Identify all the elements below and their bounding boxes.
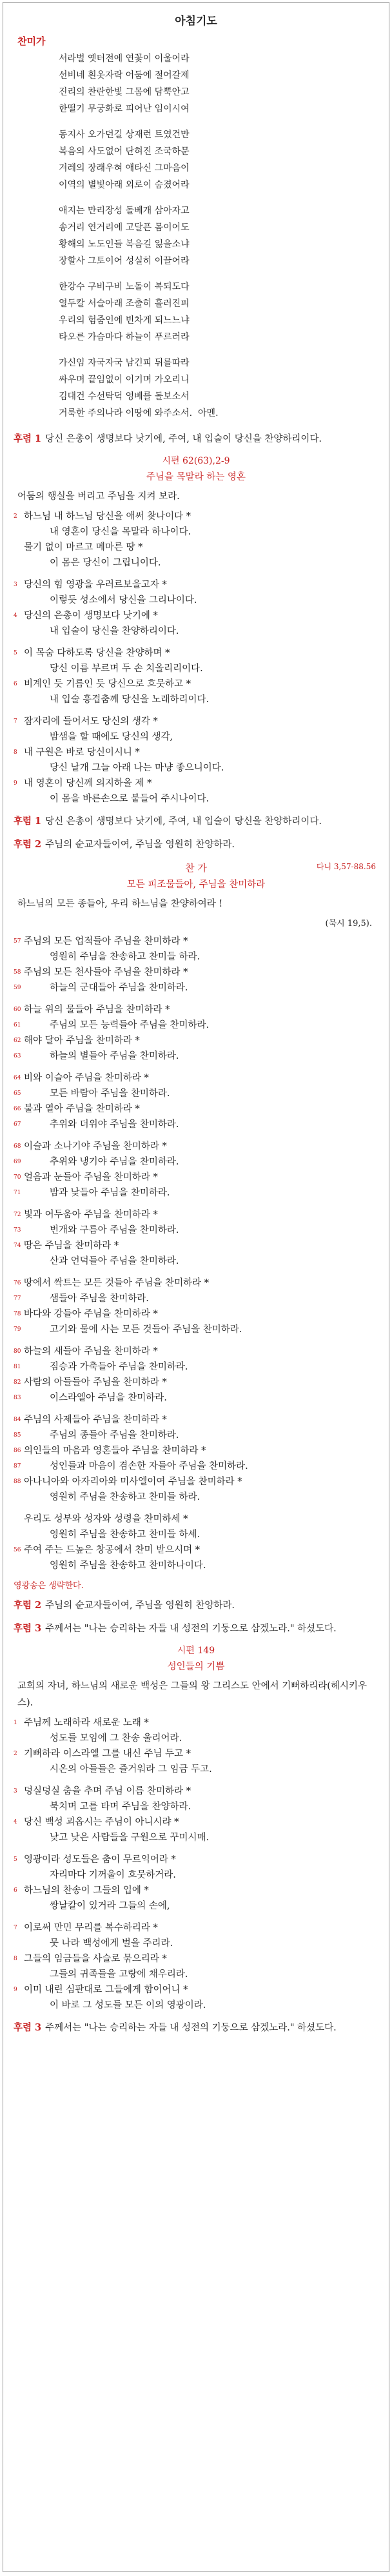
verse-number: 8 [14, 749, 17, 756]
doxology-note: 영광송은 생략한다. [14, 1581, 84, 1591]
hymn-line: 김대건 수선탁덕 영베를 돌보소서 [59, 391, 190, 402]
hymn-line: 열두칼 서슬아래 조출히 흘러진피 [59, 299, 190, 309]
antiphon-3 [14, 1620, 378, 1637]
verse-text: 밤샘을 할 때에도 당신의 생각, [50, 732, 173, 742]
verse-gap [14, 996, 378, 1002]
hymn-line: 이역의 별빛아래 외로이 숨졌어라 [59, 180, 190, 190]
verse-number: 76 [14, 1280, 21, 1286]
hymn-stanza [59, 50, 378, 117]
verse-line [14, 1254, 378, 1269]
verse-line [14, 949, 378, 965]
verse-text: 이 바로 그 성도들 모든 이의 영광이라. [50, 2000, 206, 2011]
verse-line [14, 1207, 378, 1223]
verse-text: 성도들 모임에 그 찬송 울리어라. [50, 1733, 182, 1744]
verse-number: 78 [14, 1311, 21, 1317]
verse-number: 64 [14, 1075, 21, 1081]
verse-text: 기뻐하라 이스라엘 그를 내신 주님 두고 * [24, 1749, 191, 1759]
antiphon-1-repeat [14, 813, 378, 830]
verse-line [14, 1542, 378, 1558]
verse-line [14, 745, 378, 760]
antiphon-label: 후렴 1 [14, 433, 42, 444]
verse-gap [14, 1505, 378, 1511]
verse-text: 덩실덩실 춤을 추며 주님 이름 찬미하라 * [24, 1786, 191, 1796]
antiphon-text: 당신 은총이 생명보다 낫기에, 주여, 내 입술이 당신을 찬양하리이다. [45, 434, 322, 444]
verse-line [14, 1238, 378, 1254]
verse-text: 번개와 구름아 주님을 찬미하라. [50, 1225, 179, 1235]
verse-number: 4 [14, 1819, 17, 1825]
verse-line [14, 1746, 378, 1762]
verse-line [14, 934, 378, 949]
verse-text: 잠자리에 들어서도 당신의 생각 * [24, 716, 158, 727]
verse-gap [14, 1132, 378, 1139]
psalm-ref: 시편 62(63),2-9 [162, 456, 230, 466]
psalm149-intro: 교회의 자녀, 하느님의 새로운 백성은 그들의 왕 그리스도 안에서 기뻐하리라(헤시키우스). [17, 1681, 367, 1708]
verse-text: 얼음과 눈들아 주님을 찬미하라 * [24, 1172, 158, 1183]
verse-number: 6 [14, 1887, 17, 1894]
verse-text: 주님의 모든 천사들아 주님을 찬미하라 * [24, 967, 188, 978]
verse-text: 영원히 주님을 찬송하고 찬미들 하라. [50, 952, 201, 962]
psalm-verses [14, 509, 378, 807]
hymn-line: 가신임 자국자국 남긴피 뒤를따라 [59, 358, 190, 368]
verse-line [14, 593, 378, 608]
verse-line [14, 1784, 378, 1799]
verse-line [14, 1291, 378, 1306]
verse-gap [14, 1406, 378, 1412]
hymn-line: 서라벌 옛터전에 연꽃이 이울어라 [59, 54, 190, 64]
verse-line [14, 1936, 378, 1951]
verse-text: 주님께 노래하라 새로운 노래 * [24, 1718, 149, 1728]
verse-gap [14, 1337, 378, 1344]
verse-gap [14, 1064, 378, 1070]
antiphon-text: 주께서는 "나는 승리하는 자들 내 성전의 기둥으로 삼겠노라." 하셨도다. [45, 2023, 337, 2033]
verse-number: 61 [14, 1022, 21, 1028]
verse-text: 우리도 성부와 성자와 성령을 찬미하세 * [24, 1514, 188, 1524]
verse-line [14, 1170, 378, 1185]
antiphon-3-repeat [14, 2020, 378, 2036]
antiphon-1 [14, 431, 378, 447]
verse-text: 땅에서 싹트는 모든 것들아 주님을 찬미하라 * [24, 1278, 210, 1288]
verse-number: 81 [14, 1364, 21, 1370]
verse-text: 낮고 낮은 사람들을 구원으로 꾸미시매. [50, 1833, 210, 1843]
antiphon-text: 주께서는 "나는 승리하는 자들 내 성전의 기둥으로 삼겠노라." 하셨도다. [45, 1624, 337, 1634]
verse-line [14, 608, 378, 624]
verse-text: 내 입술이 당신을 찬양하리이다. [50, 626, 179, 636]
psalm149-title: 성인들의 기쁨 [167, 1662, 225, 1672]
antiphon-label: 후렴 2 [14, 839, 42, 850]
verse-gap [14, 1914, 378, 1920]
page-title: 아침기도 [175, 15, 217, 28]
verse-line [14, 1390, 378, 1406]
verse-line [14, 965, 378, 980]
canticle-label: 찬 가 [185, 862, 207, 874]
canticle-heading [14, 861, 378, 874]
antiphon-2-repeat [14, 1597, 378, 1614]
verse-line [14, 760, 378, 776]
verse-number: 59 [14, 985, 21, 991]
verse-text: 그들의 임금들을 사슬로 묶으리라 * [24, 1954, 167, 1964]
hymn-line: 복음의 사도없어 단혀진 조국하문 [59, 146, 190, 157]
hymn-line: 선비네 흰옷자락 어둠에 절어갈제 [59, 70, 190, 81]
antiphon-label: 후렴 1 [14, 816, 42, 827]
hymn-stanzas [14, 50, 378, 422]
hymn-stanza [59, 355, 378, 422]
verse-text: 샘들아 주님을 찬미하라. [50, 1293, 149, 1304]
psalm-title: 주님을 목말라 하는 영혼 [146, 472, 246, 482]
verse-number: 73 [14, 1227, 21, 1234]
verse-line [14, 540, 378, 555]
verse-line [14, 624, 378, 639]
verse-text: 그들의 귀족들을 고랑에 채우리라. [50, 1969, 188, 1980]
verse-line [14, 577, 378, 593]
verse-text: 이로써 만민 무리를 복수하리라 * [24, 1923, 158, 1933]
verse-line [14, 1830, 378, 1845]
verse-text: 아나니아와 아자리아와 미사엘이여 주님을 찬미하라 * [24, 1477, 242, 1487]
verse-number: 4 [14, 613, 17, 619]
verse-number: 80 [14, 1348, 21, 1355]
verse-number: 85 [14, 1432, 21, 1439]
verse-line [14, 661, 378, 676]
verse-text: 영광이라 성도들은 춤이 무르익어라 * [24, 1854, 176, 1865]
verse-number: 84 [14, 1417, 21, 1423]
hymn-line: 동지사 오가던길 상재런 트였건만 [59, 130, 190, 140]
verse-text: 당신 이름 부르며 두 손 치올리리이다. [50, 664, 203, 674]
verse-text: 이스라엘아 주님을 찬미하라. [50, 1393, 167, 1403]
verse-number: 56 [14, 1547, 21, 1553]
verse-number: 6 [14, 681, 17, 687]
verse-text: 해야 달아 주님을 찬미하라 * [24, 1036, 140, 1046]
verse-line [14, 1375, 378, 1390]
verse-text: 영원히 주님을 찬송하고 찬미들 하세. [50, 1529, 201, 1540]
canticle-ref: 다니 3,57-88.56 [316, 862, 376, 871]
verse-number: 71 [14, 1190, 21, 1196]
hymn-stanza [59, 202, 378, 270]
verse-line [14, 1558, 378, 1573]
antiphon-label: 후렴 3 [14, 2022, 42, 2033]
verse-line [14, 1490, 378, 1505]
verse-line [14, 1511, 378, 1527]
verse-line [14, 1086, 378, 1101]
antiphon-text: 주님의 순교자들이여, 주님을 영원히 찬양하라. [45, 840, 235, 850]
verse-line [14, 729, 378, 745]
hymn-line: 타오른 가슴마다 하늘이 푸르러라 [59, 332, 190, 342]
verse-line [14, 1322, 378, 1337]
verse-line [14, 555, 378, 571]
hymn-line: 거룩한 주의나라 이땅에 와주소서. 아멘. [59, 408, 219, 418]
verse-number: 74 [14, 1243, 21, 1249]
verse-gap [14, 1269, 378, 1275]
verse-text: 추위와 더위야 주님을 찬미하라. [50, 1119, 179, 1130]
verse-number: 87 [14, 1463, 21, 1470]
verse-number: 63 [14, 1053, 21, 1059]
verse-line [14, 1428, 378, 1443]
verse-line [14, 714, 378, 729]
verse-text: 주님의 모든 업적들아 주님을 찬미하라 * [24, 936, 188, 947]
verse-text: 모든 바람아 주님을 찬미하라. [50, 1088, 170, 1099]
verse-line [14, 1715, 378, 1731]
verse-number: 57 [14, 938, 21, 945]
antiphon-label: 후렴 2 [14, 1600, 42, 1611]
verse-line [14, 1459, 378, 1474]
verse-number: 67 [14, 1121, 21, 1128]
verse-line [14, 1344, 378, 1359]
verse-text: 하느님의 찬송이 그들의 입에 * [24, 1885, 149, 1896]
verse-number: 2 [14, 513, 17, 520]
verse-text: 당신 백성 괴옵시는 주님이 아니시랴 * [24, 1817, 179, 1827]
verse-number: 7 [14, 718, 17, 725]
psalm-intro: 어둠의 행실을 버리고 주님을 지켜 보라. [17, 491, 180, 502]
verse-gap [14, 571, 378, 577]
verse-number: 7 [14, 1925, 17, 1931]
verse-line [14, 1731, 378, 1746]
verse-line [14, 776, 378, 791]
verse-text: 이슬과 소나기야 주님을 찬미하라 * [24, 1141, 167, 1152]
psalm149-ref: 시편 149 [177, 1646, 215, 1656]
verse-number: 9 [14, 1987, 17, 1993]
hymn-stanza [59, 279, 378, 346]
verse-text: 내 입술 흥겹춤께 당신을 노래하리이다. [50, 694, 210, 705]
verse-number: 83 [14, 1395, 21, 1401]
verse-number: 70 [14, 1174, 21, 1181]
verse-number: 68 [14, 1143, 21, 1150]
verse-text: 하늘의 새들아 주님을 찬미하라 * [24, 1346, 158, 1357]
verse-line [14, 1185, 378, 1201]
hymn-line: 장할사 그토이어 성실히 이끌어라 [59, 256, 190, 266]
verse-line [14, 1867, 378, 1883]
verse-number: 62 [14, 1037, 21, 1044]
verse-text: 물기 없이 마르고 메마른 땅 * [24, 542, 143, 553]
verse-number: 60 [14, 1007, 21, 1013]
verse-text: 하느님 내 하느님 당신을 애써 찾나이다 * [24, 511, 191, 522]
verse-text: 이 몸을 바른손으로 붙들어 주시나이다. [50, 794, 210, 804]
verse-text: 영원히 주님을 찬송하고 찬미하나이다. [50, 1560, 206, 1571]
verse-gap [14, 1777, 378, 1784]
verse-number: 3 [14, 1788, 17, 1794]
verse-text: 당신의 은총이 생명보다 낫기에 * [24, 611, 158, 621]
verse-line [14, 1139, 378, 1154]
verse-line [14, 1223, 378, 1238]
verse-line [14, 1002, 378, 1018]
hymn-line: 진리의 찬란한빛 그몸에 담뿍안고 [59, 87, 190, 97]
verse-text: 내 구원은 바로 당신이시니 * [24, 747, 140, 758]
verse-line [14, 1474, 378, 1490]
verse-number: 77 [14, 1295, 21, 1302]
verse-text: 짐승과 가축들아 주님을 찬미하라. [50, 1362, 188, 1372]
verse-text: 사람의 아들들아 주님을 찬미하라 * [24, 1377, 167, 1388]
verse-text: 영원히 주님을 찬송하고 찬미들 하라. [50, 1492, 201, 1502]
verse-line [14, 1951, 378, 1967]
canticle-intro-ref: (묵시 19,5). [325, 919, 372, 929]
verse-number: 82 [14, 1379, 21, 1386]
hymn-name: 찬미가 [17, 35, 46, 47]
verse-line [14, 1443, 378, 1459]
prayer-page [3, 2, 389, 2572]
verse-number: 58 [14, 969, 21, 976]
verse-line [14, 1359, 378, 1375]
antiphon-text: 주님의 순교자들이여, 주님을 영원히 찬양하라. [45, 1600, 235, 1611]
verse-line [14, 1967, 378, 1982]
verse-text: 쌍날칼이 있거라 그들의 손에, [50, 1901, 170, 1911]
hymn-line: 송거리 연거리에 고달픈 몸이어도 [59, 222, 190, 233]
hymn-line: 애지는 만리장성 돌베개 삼아자고 [59, 206, 190, 216]
verse-number: 65 [14, 1090, 21, 1097]
verse-gap [14, 1201, 378, 1207]
verse-number: 86 [14, 1448, 21, 1454]
verse-text: 성인들과 마음이 겸손한 자들아 주님을 찬미하라. [50, 1461, 248, 1471]
verse-line [14, 1070, 378, 1086]
verse-text: 북치며 고를 타며 주님을 찬양하라. [50, 1802, 191, 1812]
canticle-title: 모든 피조물들아, 주님을 찬미하라 [126, 880, 266, 890]
verse-line [14, 676, 378, 692]
verse-text: 이미 내린 심판대로 그들에게 함이어니 * [24, 1985, 188, 1995]
verse-text: 이 목숨 다하도록 당신을 찬양하며 * [24, 648, 170, 658]
verse-text: 하늘의 별들아 주님을 찬미하라. [50, 1051, 179, 1061]
verse-number: 72 [14, 1212, 21, 1218]
verse-line [14, 692, 378, 707]
antiphon-2 [14, 836, 378, 853]
verse-text: 하늘의 군대들아 주님을 찬미하라. [50, 983, 188, 993]
verse-line [14, 1412, 378, 1428]
verse-text: 내 영혼이 당신께 의지하올 제 * [24, 778, 152, 789]
verse-text: 당신의 힘 영광을 우러르보을고자 * [24, 580, 167, 590]
verse-line [14, 1998, 378, 2013]
verse-number: 1 [14, 1720, 17, 1726]
verse-line [14, 1101, 378, 1117]
verse-text: 추위와 냉기야 주님을 찬미하라. [50, 1157, 179, 1167]
hymn-line: 황해의 노도인들 복음길 잃을소냐 [59, 239, 190, 250]
verse-text: 밤과 낮들아 주님을 찬미하라. [50, 1188, 170, 1198]
verse-number: 88 [14, 1479, 21, 1485]
verse-line [14, 980, 378, 996]
verse-text: 뭇 나라 백성에게 벌을 주리라. [50, 1938, 173, 1949]
verse-number: 69 [14, 1159, 21, 1165]
verse-number: 5 [14, 650, 17, 656]
verse-line [14, 1275, 378, 1291]
verse-text: 하늘 위의 물들아 주님을 찬미하라 * [24, 1005, 170, 1015]
verse-number: 9 [14, 780, 17, 787]
canticle-intro: 하느님의 모든 종들아, 우리 하느님을 찬양하여라 ! [17, 899, 223, 909]
verse-line [14, 1799, 378, 1814]
verse-line [14, 1018, 378, 1033]
hymn-stanza [59, 126, 378, 193]
verse-line [14, 1033, 378, 1048]
verse-text: 주여 주는 드높은 창공에서 찬미 받으시며 * [24, 1545, 201, 1555]
antiphon-label: 후렴 3 [14, 1623, 42, 1634]
verse-text: 주님의 사제들아 주님을 찬미하라 * [24, 1415, 167, 1425]
verse-line [14, 1048, 378, 1064]
verse-text: 불과 열아 주님을 찬미하라 * [24, 1104, 140, 1114]
verse-number: 2 [14, 1751, 17, 1757]
psalm149-verses [14, 1715, 378, 2013]
verse-text: 내 영혼이 당신을 목말라 하나이다. [50, 527, 191, 537]
verse-line [14, 1814, 378, 1830]
verse-text: 고기와 물에 사는 모든 것들아 주님을 찬미하라. [50, 1324, 242, 1335]
verse-text: 산과 언덕들아 주님을 찬미하라. [50, 1256, 179, 1266]
verse-line [14, 1898, 378, 1914]
verse-line [14, 645, 378, 661]
verse-line [14, 524, 378, 540]
verse-gap [14, 707, 378, 714]
verse-line [14, 1154, 378, 1170]
canticle-verses [14, 934, 378, 1573]
verse-text: 당신 날개 그늘 아래 나는 마냥 좋으니이다. [50, 763, 224, 773]
verse-text: 비계인 듯 기름인 듯 당신으로 흐뭇하고 * [24, 679, 191, 689]
hymn-line: 한강수 구비구비 노돌이 복되도다 [59, 282, 190, 292]
verse-gap [14, 639, 378, 645]
verse-text: 주님의 종들아 주님을 찬미하라. [50, 1430, 179, 1440]
verse-number: 8 [14, 1956, 17, 1962]
verse-line [14, 509, 378, 524]
hymn-line: 싸우며 끝임없이 이기며 가오리니 [59, 375, 190, 385]
hymn-line: 한떨기 무궁화로 피어난 임이시여 [59, 104, 190, 114]
verse-text: 이렇듯 성소에서 당신을 그리나이다. [50, 595, 197, 605]
verse-line [14, 1306, 378, 1322]
verse-text: 시온의 아들들은 즐거워라 그 임금 두고. [50, 1764, 212, 1775]
verse-number: 5 [14, 1856, 17, 1863]
antiphon-text: 당신 은총이 생명보다 낫기에, 주여, 내 입술이 당신을 찬양하리이다. [45, 816, 322, 827]
verse-line [14, 1117, 378, 1132]
verse-line [14, 1527, 378, 1542]
verse-text: 빛과 어두움아 주님을 찬미하라 * [24, 1210, 158, 1220]
verse-number: 79 [14, 1326, 21, 1333]
verse-text: 의인들의 마음과 영혼들아 주님을 찬미하라 * [24, 1446, 206, 1456]
verse-number: 3 [14, 582, 17, 588]
hymn-line: 우리의 험줌인에 빈차게 되느느냐 [59, 315, 190, 326]
verse-text: 땅은 주님을 찬미하라 * [24, 1241, 119, 1251]
verse-line [14, 1762, 378, 1777]
verse-line [14, 1920, 378, 1936]
verse-text: 이 몸은 당신이 그립니이다. [50, 558, 161, 568]
verse-line [14, 1883, 378, 1898]
verse-text: 주님의 모든 능력들아 주님을 찬미하라. [50, 1020, 210, 1030]
verse-line [14, 791, 378, 807]
verse-line [14, 1982, 378, 1998]
verse-text: 바다와 강들아 주님을 찬미하라 * [24, 1309, 158, 1319]
verse-text: 비와 이슬아 주님을 찬미하라 * [24, 1073, 149, 1083]
verse-line [14, 1852, 378, 1867]
verse-number: 66 [14, 1106, 21, 1112]
verse-text: 자리마다 기꺼울이 흐뭇하거라. [50, 1870, 176, 1880]
hymn-line: 겨레의 장래우혀 애타신 그마음이 [59, 163, 190, 173]
verse-gap [14, 1845, 378, 1852]
